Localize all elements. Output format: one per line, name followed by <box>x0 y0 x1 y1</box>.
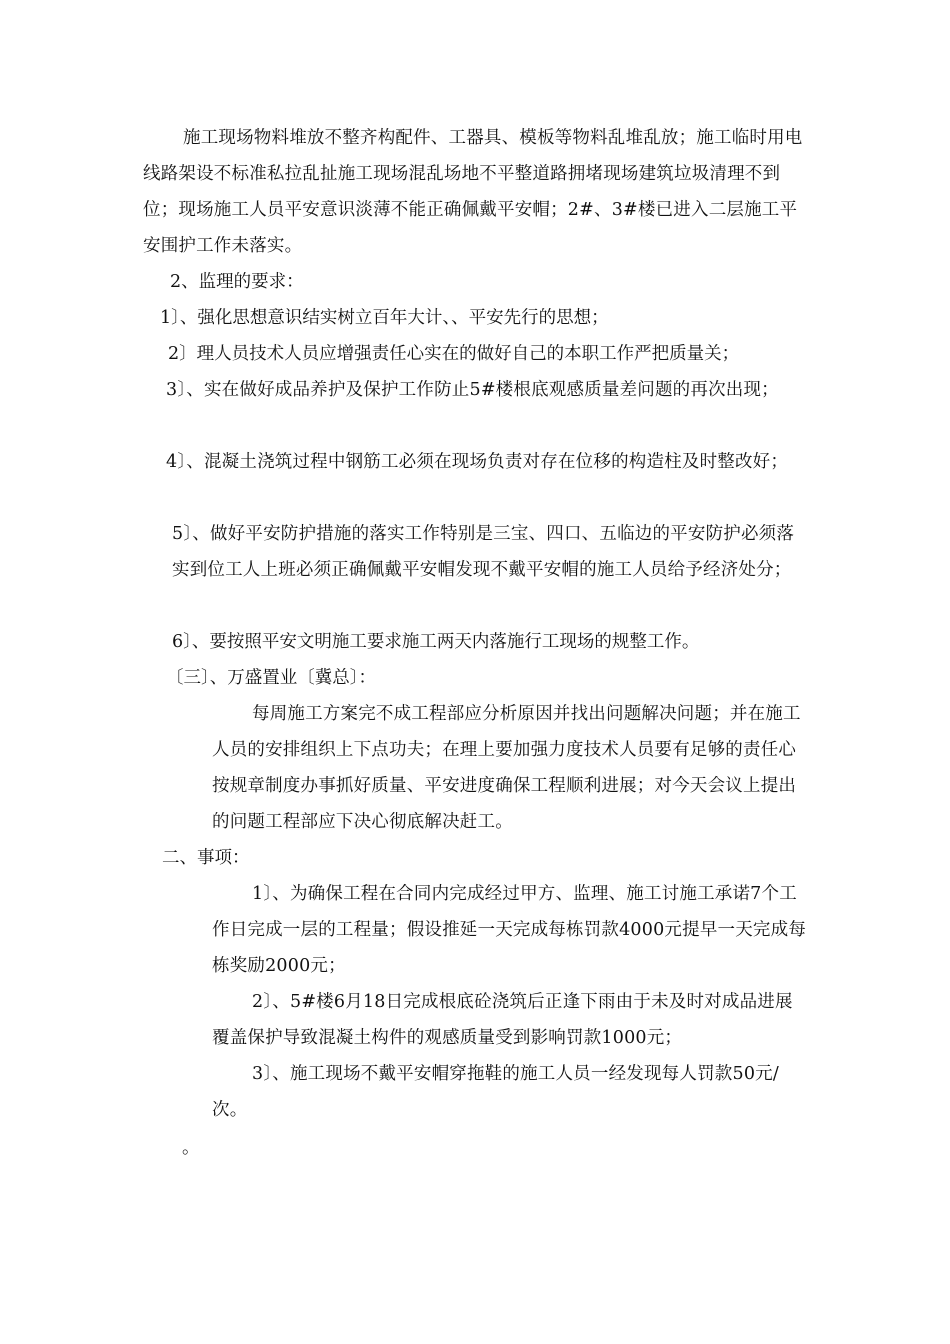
item-paragraph: 1〕、为确保工程在合同内完成经过甲方、监理、施工讨施工承诺7个工作日完成一层的工程量；假设推延一天完成每栋罚款4000元提早一天完成每栋奖励2000元； <box>212 884 807 976</box>
section-heading-supervision: 2、监理的要求： <box>170 272 304 292</box>
closing-mark: 。 <box>182 1138 200 1158</box>
requirement-item: 3〕、实在做好成品养护及保护工作防止5#楼根底观感质量差问题的再次出现； <box>166 380 779 400</box>
section-heading-owner: 〔三〕、万盛置业〔冀总〕： <box>166 668 376 688</box>
requirement-item: 2〕理人员技术人员应增强责任心实在的做好自己的本职工作严把质量关； <box>168 344 740 364</box>
item-paragraph: 2〕、5#楼6月18日完成根底砼浇筑后正逢下雨由于未及时对成品进展覆盖保护导致混凝土构件的观感质量受到影响罚款1000元； <box>212 992 793 1048</box>
section-heading-items: 二、事项： <box>162 848 250 868</box>
requirement-item: 4〕、混凝土浇筑过程中钢筋工必须在现场负责对存在位移的构造柱及时整改好； <box>166 452 789 472</box>
site-issues-paragraph: 施工现场物料堆放不整齐构配件、工器具、模板等物料乱堆乱放；施工临时用电线路架设不标准私拉乱扯施工现场混乱场地不平整道路拥堵现场建筑垃圾清理不到位；现场施工人员平安意识淡薄不能正确佩戴平安帽；2#、3#楼已进入二层施工平安围护工作未落实。 <box>143 128 803 256</box>
requirement-item: 5〕、做好平安防护措施的落实工作特别是三宝、四口、五临边的平安防护必须落实到位工人上班必须正确佩戴平安帽发现不戴平安帽的施工人员给予经济处分； <box>172 524 795 580</box>
requirement-item: 6〕、要按照平安文明施工要求施工两天内落施行工现场的规整工作。 <box>172 632 700 652</box>
owner-comments-paragraph: 每周施工方案完不成工程部应分析原因并找出问题解决问题；并在施工人员的安排组织上下点功夫；在理上要加强力度技术人员要有足够的责任心按规章制度办事抓好质量、平安进度确保工程顺利进展；对今天会议上提出的问题工程部应下决心彻底解决赶工。 <box>212 704 801 832</box>
item-paragraph: 3〕、施工现场不戴平安帽穿拖鞋的施工人员一经发现每人罚款50元/次。 <box>212 1064 779 1120</box>
requirement-item: 1〕、强化思想意识结实树立百年大计、、平安先行的思想； <box>160 308 609 328</box>
